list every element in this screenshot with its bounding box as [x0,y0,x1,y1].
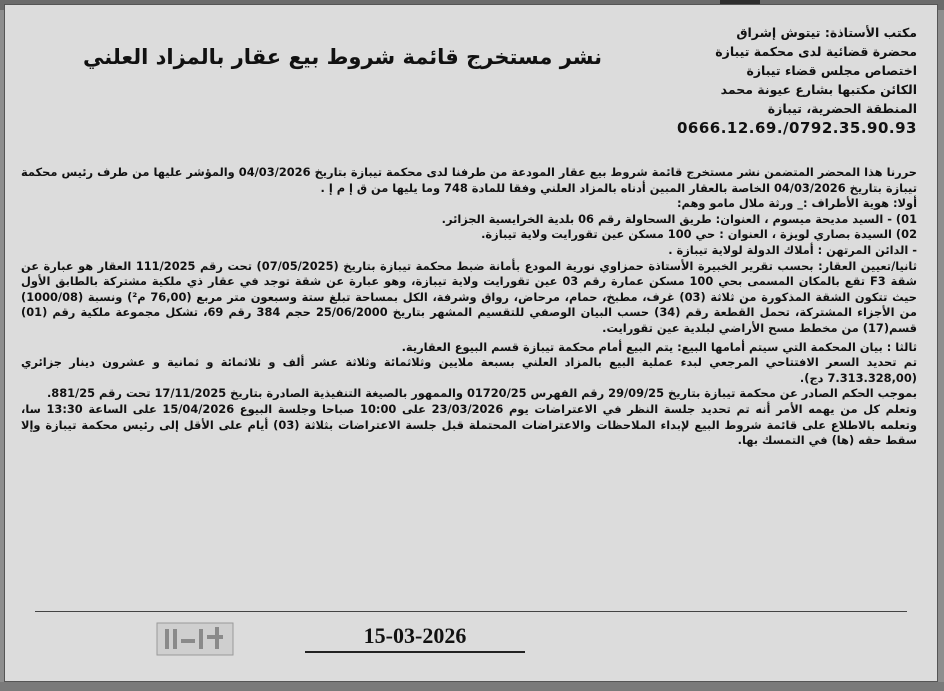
hearing-dates: وتعلم كل من يهمه الأمر أنه تم تحديد جلسة النظر في الاعتراضات يوم 23/03/2026 على 10:00 صباحا وجلسة البيوع 15/04/2026 على الساعة 13:30 سا، وتعلمه بالاطلاع على قائمة شروط البيع لإبداء الملاحظات والاعتراضات المحتملة قبل جلسة الاعتراضات بثلاثة (03) أيام على الأقل إلى رئيس محكمة تيبازة وإلا سقط حقه (ها) في التمسك بها. [21,401,918,448]
court-statement: ثالثا : بيان المحكمة التي سيتم أمامها البيع: يتم البيع أمام محكمة تيبازة قسم البيوع العقارية. [401,339,917,354]
notice-header [23,23,917,163]
newspaper-logo [155,617,235,661]
intro-paragraph: حررنا هذا المحضر المتضمن نشر مستخرج قائمة شروط بيع عقار المودعة من طرفنا لدى محكمة تيبازة بتاريخ 04/03/2026 والمؤشر عليها من طرف رئيس محكمة تيبازة بتاريخ 04/03/2026 الخاصة بالعقار المبين أدناه بالمزاد العلني وفقا للمادة 748 وما يليها من ق إ م إ . [21,165,917,195]
office-line: اختصاص مجلس قضاء تيبازة [746,63,917,78]
bottom-border-strip [0,682,944,691]
office-line: المنطقة الحضرية، تيبازة [767,101,917,116]
office-line: مكتب الأستاذة: تيتوش إشراق [736,25,917,40]
office-phone: 0666.12.69./0792.35.90.93 [676,119,917,137]
bailiff-office-block [657,23,917,138]
footer-divider [35,611,907,612]
party-item: 01) - السيد مديحة ميسوم ، العنوان: طريق السحاولة رقم 06 بلدية الخرايسية الجزائر. [441,211,917,226]
office-line: محضرة قضائية لدى محكمة تيبازة [715,44,917,59]
creditor-line: - الدائن المرتهن : أملاك الدولة لولاية تيبازة . [668,242,917,257]
publication-date: 15-03-2026 [305,623,525,653]
parties-heading: أولا: هوية الأطراف :_ ورثة ملال مامو وهم: [677,196,917,211]
starting-price: تم تحديد السعر الافتتاحي المرجعي لبدء عملية البيع بالمزاد العلني بسبعة ملايين وثلاثمائة وثلاثة عشر ألف و ثلاثمائة و ثمانية و عشرون دينار جزائري (7.313.328,00 دج). [21,355,917,385]
notice-body [21,165,917,449]
notice-sheet [4,4,938,682]
office-line: الكائن مكتبها بشارع عيونة محمد [720,82,917,97]
party-item: 02) السيدة بصاري لويزة ، العنوان : حي 100 مسكن عين تقورايت ولاية تيبازة. [481,227,917,242]
notice-title: نشر مستخرج قائمة شروط بيع عقار بالمزاد العلني [83,45,603,69]
newspaper-logo-icon [155,617,235,661]
property-description: ثانيا/تعيين العقار: بحسب تقرير الخبيرة الأستاذة حمزاوي نورية المودع بأمانة ضبط محكمة تيبازة بتاريخ (07/05/2025) تحت رقم 111/2025 العقار هو عبارة عن شقة F3 تقع بالمكان المسمى بحي 100 مسكن عمارة رقم 03 عين تقورايت ولاية تيبازة، وهو عبارة عن شقة توجد في عقار ذي ملكية مشتركة بالطابق الأول حيث تتكون الشقة المذكورة من ثلاثة (03) غرف، مطبخ، حمام، مرحاض، رواق وشرفة، الكل بمساحة تبلغ ستة وسبعون متر مربع (76,00 م²) ونسبة (1000/08) من الأجزاء المشتركة، تحمل القطعة رقم (34) حسب البيان الوصفي للتقسيم المشهر بتاريخ 25/06/2000 حجم 384 رقم 69، تشكل مجموعة ملكية رقم (01) قسم(17) من مخطط مسح الأراضي لبلدية عين تقورايت. [21,258,917,335]
judgment-reference: بموجب الحكم الصادر عن محكمة تيبازة بتاريخ 29/09/25 رقم الفهرس 01720/25 والممهور بالصيغة التنفيذية الصادرة بتاريخ 17/11/2025 تحت رقم 881/25. [46,386,917,401]
